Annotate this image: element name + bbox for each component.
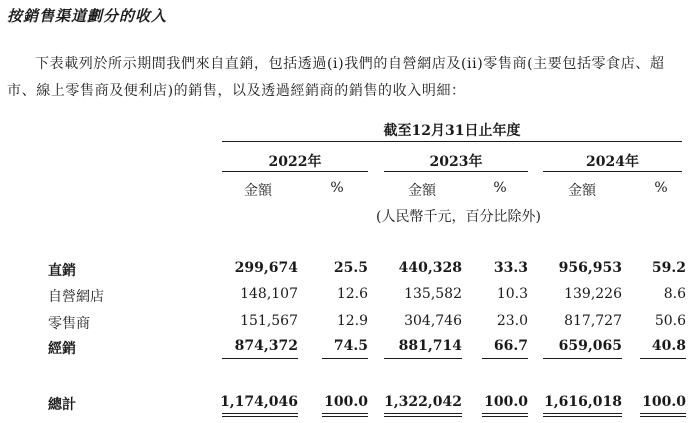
- amount-label-2024: 金額: [568, 183, 596, 199]
- total-rule-a: [384, 413, 462, 414]
- cell-value: 956,953: [558, 260, 622, 276]
- cell-value: 100.0: [324, 394, 368, 410]
- year-rule-2024: [543, 171, 682, 172]
- subtotal-rule: [543, 358, 622, 359]
- pct-label-2022: %: [330, 180, 344, 196]
- cell-value: 59.2: [651, 260, 686, 276]
- cell-value: 74.5: [333, 338, 368, 354]
- cell-value: 148,107: [240, 286, 298, 302]
- cell-value: 100.0: [642, 394, 686, 410]
- unit-note: (人民幣千元，百分比除外): [376, 209, 541, 225]
- total-rule-b: [640, 416, 686, 417]
- year-header-2022: 2022年: [268, 154, 322, 170]
- total-rule-b: [543, 416, 622, 417]
- total-rule-b: [222, 416, 298, 417]
- cell-value: 135,582: [404, 286, 462, 302]
- cell-value: 139,226: [564, 286, 622, 302]
- cell-value: 1,174,046: [220, 394, 298, 410]
- cell-value: 151,567: [240, 313, 298, 329]
- pct-label-2023: %: [493, 180, 507, 196]
- total-rule-a: [543, 413, 622, 414]
- total-rule-a: [640, 413, 686, 414]
- year-rule-2023: [384, 171, 528, 172]
- total-rule-a: [482, 413, 528, 414]
- row-label-distribution: 經銷: [48, 341, 76, 357]
- total-rule-b: [482, 416, 528, 417]
- row-label-total: 總計: [48, 397, 76, 413]
- cell-value: 25.5: [333, 260, 368, 276]
- year-rule-2022: [222, 171, 368, 172]
- year-header-2024: 2024年: [586, 154, 639, 170]
- cell-value: 66.7: [493, 338, 528, 354]
- cell-value: 1,616,018: [544, 394, 622, 410]
- cell-value: 10.3: [496, 286, 528, 302]
- year-header-2023: 2023年: [429, 154, 483, 170]
- cell-value: 299,674: [234, 260, 298, 276]
- cell-value: 40.8: [651, 338, 686, 354]
- cell-value: 304,746: [404, 313, 462, 329]
- total-rule-a: [322, 413, 368, 414]
- cell-value: 8.6: [663, 286, 686, 302]
- row-label-retailers: 零售商: [48, 316, 90, 332]
- row-label-own-online-stores: 自營網店: [48, 289, 104, 305]
- cell-value: 881,714: [398, 338, 462, 354]
- subtotal-rule: [482, 358, 528, 359]
- period-header: 截至12月31日止年度: [383, 123, 521, 139]
- subtotal-rule: [384, 358, 462, 359]
- header-rule-top: [222, 141, 682, 142]
- cell-value: 874,372: [234, 338, 298, 354]
- section-heading: 按銷售渠道劃分的收入: [7, 7, 168, 25]
- row-label-direct-sales: 直銷: [48, 263, 76, 279]
- cell-value: 23.0: [496, 313, 528, 329]
- total-rule-b: [384, 416, 462, 417]
- pct-label-2024: %: [654, 180, 668, 196]
- amount-label-2022: 金額: [244, 183, 272, 199]
- subtotal-rule: [322, 358, 368, 359]
- subtotal-rule: [640, 358, 686, 359]
- cell-value: 817,727: [564, 313, 622, 329]
- total-rule-a: [222, 413, 298, 414]
- cell-value: 33.3: [493, 260, 528, 276]
- cell-value: 659,065: [558, 338, 622, 354]
- cell-value: 12.6: [336, 286, 368, 302]
- subtotal-rule: [222, 358, 298, 359]
- total-rule-b: [322, 416, 368, 417]
- cell-value: 50.6: [654, 313, 686, 329]
- cell-value: 1,322,042: [384, 394, 462, 410]
- amount-label-2023: 金額: [408, 183, 436, 199]
- cell-value: 12.9: [336, 313, 368, 329]
- intro-paragraph: 下表載列於所示期間我們來自直銷，包括透過(i)我們的自營網店及(ii)零售商(主要包括零食店、超市、線上零售商及便利店)的銷售，以及透過經銷商的銷售的收入明細：: [7, 56, 665, 99]
- cell-value: 440,328: [398, 260, 462, 276]
- cell-value: 100.0: [484, 394, 528, 410]
